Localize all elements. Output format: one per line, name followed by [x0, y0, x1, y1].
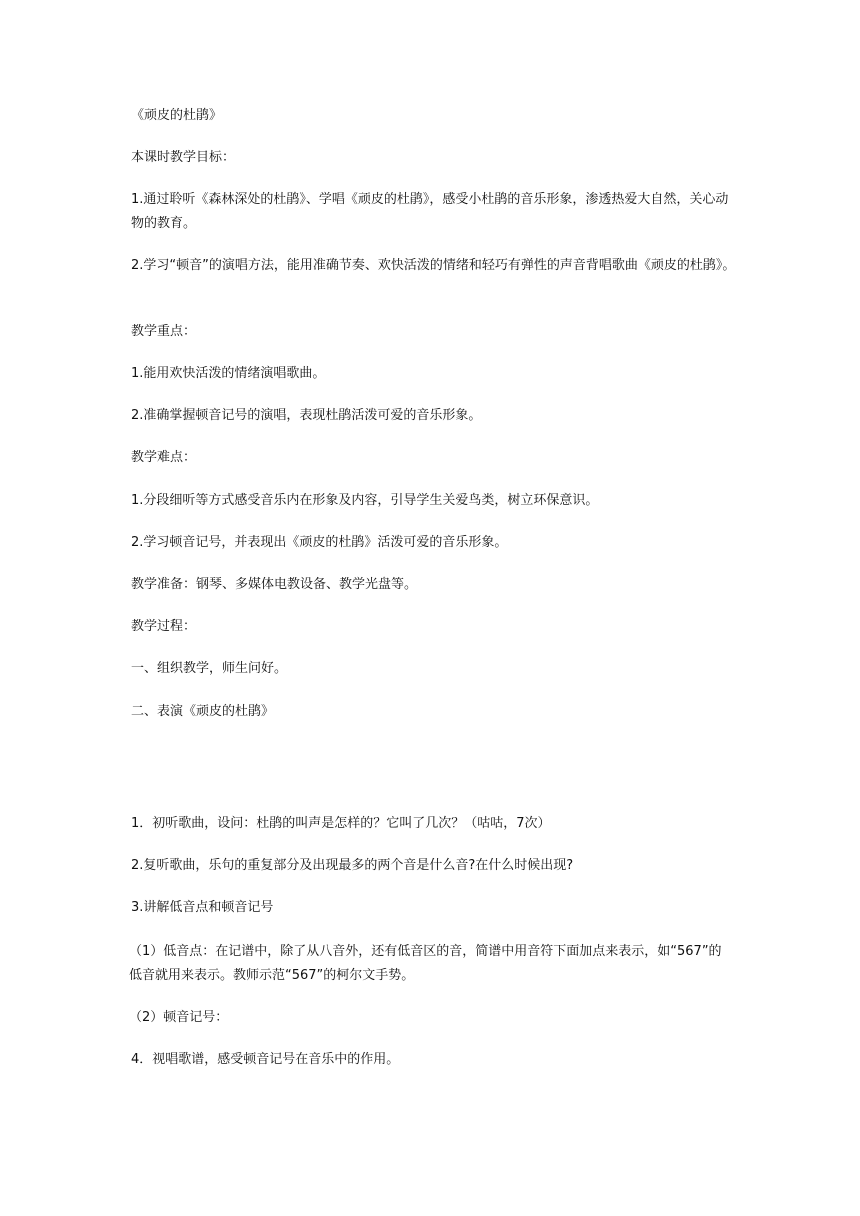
- difficulty-2: 2.学习顿音记号，并表现出《顽皮的杜鹃》活泼可爱的音乐形象。: [131, 535, 508, 550]
- sub-step-3b: （2）顿音记号：: [129, 1010, 229, 1025]
- key-point-2: 2.准确掌握顿音记号的演唱，表现杜鹃活泼可爱的音乐形象。: [131, 408, 482, 423]
- objectives-heading: 本课时教学目标：: [131, 150, 236, 165]
- difficulties-heading: 教学难点：: [131, 450, 197, 465]
- step-2: 二、表演《顽皮的杜鹃》: [131, 704, 275, 719]
- step-1: 一、组织教学，师生问好。: [131, 661, 288, 676]
- objective-1: 1.通过聆听《森林深处的杜鹃》、学唱《顽皮的杜鹃》，感受小杜鹃的音乐形象，渗透热爱大自然，关心动物的教育。: [131, 192, 729, 231]
- sub-step-4: 4．视唱歌谱，感受顿音记号在音乐中的作用。: [131, 1052, 400, 1067]
- key-points-heading: 教学重点：: [131, 324, 197, 339]
- difficulty-1: 1.分段细听等方式感受音乐内在形象及内容，引导学生关爱鸟类，树立环保意识。: [131, 493, 599, 508]
- preparation: 教学准备：钢琴、多媒体电教设备、教学光盘等。: [131, 577, 418, 592]
- objective-2: 2.学习“顿音”的演唱方法，能用准确节奏、欢快活泼的情绪和轻巧有弹性的声音背唱歌曲《顽皮的杜鹃》。: [131, 258, 736, 273]
- process-heading: 教学过程：: [131, 619, 197, 634]
- document-page: [131, 0, 736, 1216]
- document-title: 《顽皮的杜鹃》: [131, 108, 223, 123]
- key-point-1: 1.能用欢快活泼的情绪演唱歌曲。: [131, 366, 326, 381]
- sub-step-3a: （1）低音点：在记谱中，除了从八音外，还有低音区的音，简谱中用音符下面加点来表示，如“567”的低音就用来表示。教师示范“567”的柯尔文手势。: [129, 944, 722, 983]
- sub-step-2: 2.复听歌曲，乐句的重复部分及出现最多的两个音是什么音?在什么时候出现?: [131, 858, 574, 873]
- sub-step-3: 3.讲解低音点和顿音记号: [131, 900, 274, 915]
- sub-step-1: 1．初听歌曲，设问：杜鹃的叫声是怎样的？它叫了几次？（咕咕，7次）: [131, 816, 551, 831]
